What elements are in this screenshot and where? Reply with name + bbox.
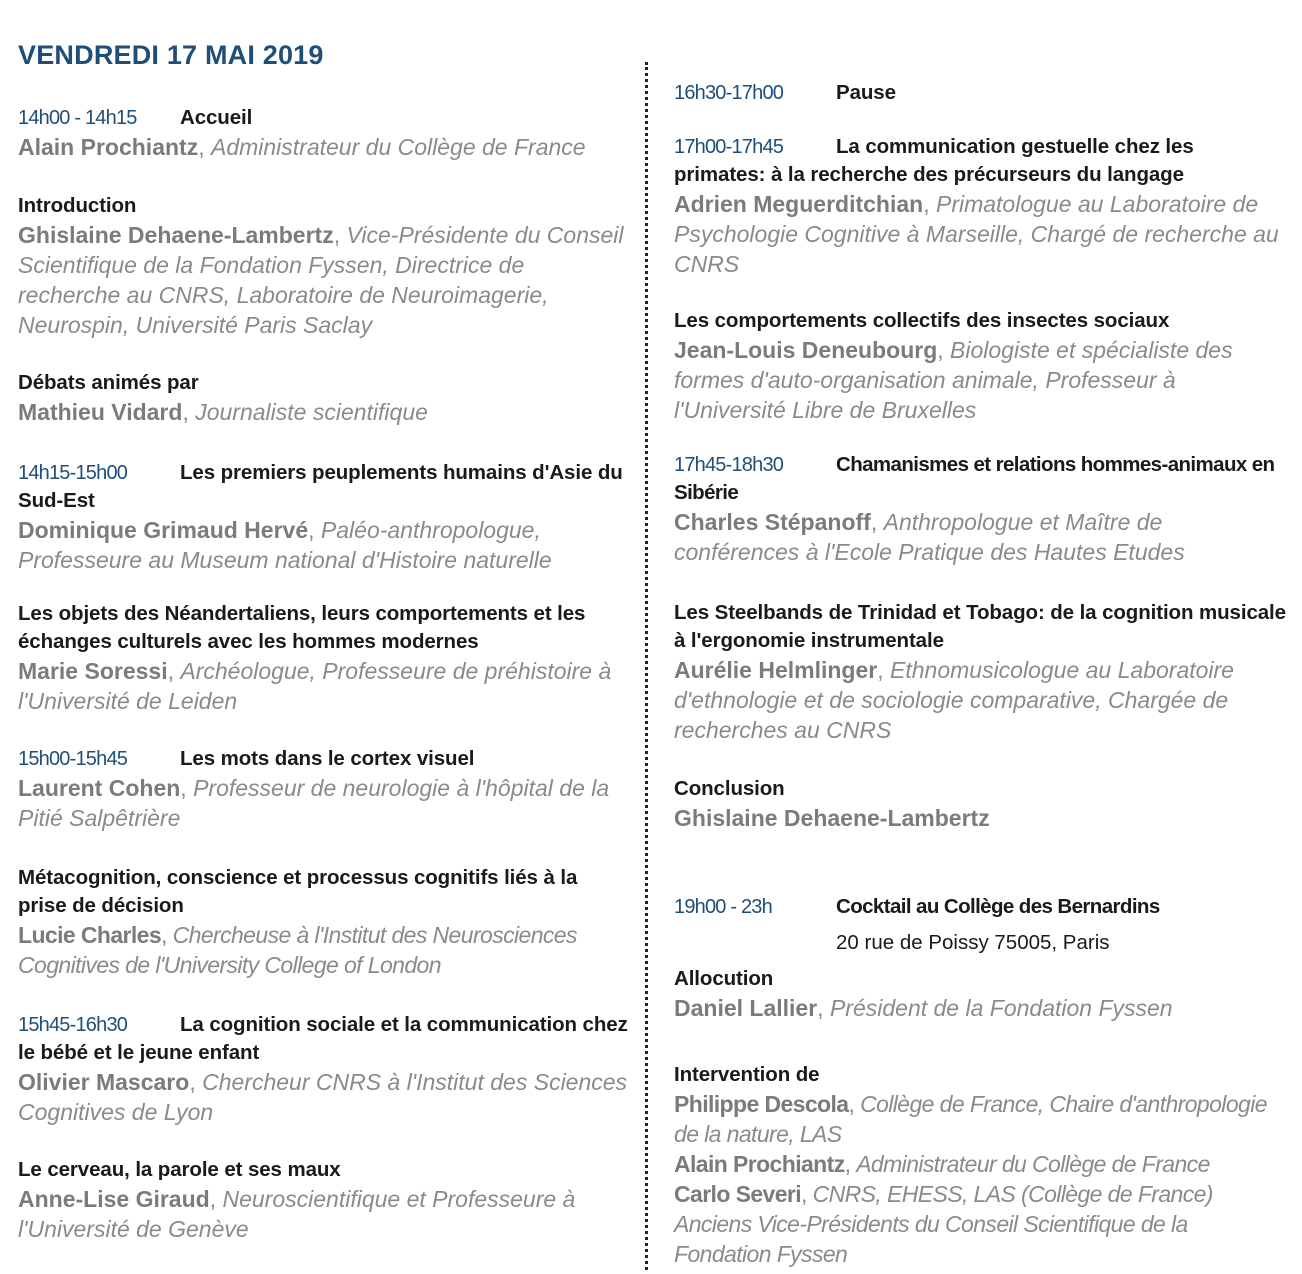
program-item (674, 775, 1286, 833)
item-title: Les premiers peuplements humains d'Asie du Sud-Est (18, 461, 623, 512)
page-title: VENDREDI 17 MAI 2019 (18, 40, 324, 70)
item-title: Intervention de (674, 1063, 820, 1086)
program-item: 17h00-17h45 La communication gestuelle chez les primates: à la recherche des précurseurs du langage Adrien Meguerditchian, Primatologue au Laboratoire de Psychologie Cognitive à Marseille, Chargé de recherche au CNRS (674, 135, 1279, 277)
speakers-note: Anciens Vice-Présidents du Conseil Scientifique de la Fondation Fyssen (674, 1211, 1188, 1267)
program-item: Allocution Daniel Lallier, Président de la Fondation Fyssen (674, 965, 1286, 1023)
speaker-name: Mathieu Vidard (18, 399, 183, 425)
program-item: Introduction Ghislaine Dehaene-Lambertz, Vice-Présidente du Conseil Scientifique de la Fondation Fyssen, Directrice de recherche au CNRS, Laboratoire de Neuroimagerie, Neurospin, Université Paris Saclay (18, 192, 630, 340)
item-title: Pause (836, 81, 896, 104)
item-title: Les Steelbands de Trinidad et Tobago: de la cognition musicale à l'ergonomie instrumentale (674, 601, 1286, 652)
program-item: 15h00-15h45 Les mots dans le cortex visuel Laurent Cohen, Professeur de neurologie à l'hôpital de la Pitié Salpêtrière (18, 747, 610, 831)
program-item: Les Steelbands de Trinidad et Tobago: de la cognition musicale à l'ergonomie instrumentale Aurélie Helmlinger, Ethnomusicologue au Laboratoire d'ethnologie et de sociologie comparative, Chargée de recherches au CNRS (674, 601, 1286, 743)
speaker-name: Olivier Mascaro (18, 1069, 190, 1095)
speaker-role: Primatologue au Laboratoire de Psychologie Cognitive à Marseille, Chargé de recherche au CNRS (674, 191, 1279, 277)
speaker-name: Laurent Cohen (18, 775, 181, 801)
speaker-role: Journaliste scientifique (195, 399, 428, 425)
program-item: Débats animés par Mathieu Vidard, Journaliste scientifique (18, 369, 630, 427)
speaker-role: CNRS, EHESS, LAS (Collège de France) (812, 1181, 1213, 1207)
speaker-role: Biologiste et spécialiste des formes d'auto-organisation animale, Professeur à l'Université Libre de Bruxelles (674, 337, 1233, 423)
item-title: Les comportements collectifs des insectes sociaux (674, 309, 1170, 332)
item-title: La cognition sociale et la communication chez le bébé et le jeune enfant (18, 1013, 628, 1064)
time-slot: 14h00 - 14h15 (18, 107, 137, 129)
item-title: Cocktail au Collège des Bernardins (836, 895, 1160, 918)
program-item: Intervention de Philippe Descola, Collège de France, Chaire d'anthropologie de la nature, LAS Alain Prochiantz, Administrateur du Collège de France Carlo Severi, CNRS, EHESS, LAS (Collège de France) Anciens Vice-Présidents du Conseil Scientifique de la Fondation Fyssen (674, 1061, 1286, 1269)
speaker-role: Président de la Fondation Fyssen (829, 995, 1173, 1021)
speaker-name: Ghislaine Dehaene-Lambertz (18, 222, 334, 248)
speaker-role: Paléo-anthropologue, Professeure au Museum national d'Histoire naturelle (18, 517, 552, 573)
speaker-role: Ethnomusicologue au Laboratoire d'ethnologie et de sociologie comparative, Chargée de recherches au CNRS (674, 657, 1234, 743)
item-title: Les mots dans le cortex visuel (180, 747, 475, 770)
speaker-name: Marie Soressi (18, 658, 168, 684)
time-slot: 19h00 - 23h (674, 896, 772, 918)
item-title: Introduction (18, 194, 137, 217)
speaker-name: Jean-Louis Deneubourg (674, 337, 938, 363)
program-item (674, 79, 1286, 107)
time-slot: 14h15-15h00 (18, 462, 128, 484)
item-title: Conclusion (674, 777, 785, 800)
speaker-role: Administrateur du Collège de France (856, 1151, 1210, 1177)
speaker-name: Lucie Charles (18, 922, 162, 948)
speaker-role: Archéologue, Professeure de préhistoire à l'Université de Leiden (18, 658, 612, 714)
item-title: Métacognition, conscience et processus cognitifs liés à la prise de décision (18, 866, 578, 917)
speaker-role: Vice-Présidente du Conseil Scientifique de la Fondation Fyssen, Directrice de recherche au CNRS, Laboratoire de Neuroimagerie, Neurospin, Université Paris Saclay (18, 222, 624, 338)
time-slot: 17h45-18h30 (674, 454, 784, 476)
speaker-name: Ghislaine Dehaene-Lambertz (674, 805, 990, 831)
program-item: 14h00 - 14h15 Accueil Alain Prochiantz, Administrateur du Collège de France (18, 106, 586, 160)
speaker-name: Charles Stépanoff (674, 509, 871, 535)
speaker-name: Aurélie Helmlinger (674, 657, 878, 683)
speaker-name: Alain Prochiantz (674, 1151, 845, 1177)
item-title: La communication gestuelle chez les primates: à la recherche des précurseurs du langage (674, 135, 1194, 186)
program-item: 17h45-18h30 Chamanismes et relations hommes-animaux en Sibérie Charles Stépanoff, Anthropologue et Maître de conférences à l'Ecole Pratique des Hautes Etudes (674, 453, 1275, 565)
program-item: Les comportements collectifs des insectes sociaux Jean-Louis Deneubourg, Biologiste et spécialiste des formes d'auto-organisation animale, Professeur à l'Université Libre de Bruxelles (674, 307, 1286, 425)
speaker-role: Chercheur CNRS à l'Institut des Sciences Cognitives de Lyon (18, 1069, 628, 1125)
program-item: Métacognition, conscience et processus cognitifs liés à la prise de décision Lucie Charles, Chercheuse à l'Institut des Neurosciences Cognitives de l'University College of London (18, 864, 630, 980)
speaker-name: Carlo Severi (674, 1181, 802, 1207)
speaker-role: Professeur de neurologie à l'hôpital de la Pitié Salpêtrière (18, 775, 610, 831)
item-title: Le cerveau, la parole et ses maux (18, 1158, 341, 1181)
item-title: Allocution (674, 967, 774, 990)
speaker-role: Chercheuse à l'Institut des Neurosciences Cognitives de l'University College of London (18, 922, 577, 978)
program-item: 15h45-16h30 La cognition sociale et la communication chez le bébé et le jeune enfant Olivier Mascaro, Chercheur CNRS à l'Institut des Sciences Cognitives de Lyon (18, 1013, 628, 1125)
speaker-role: Neuroscientifique et Professeure à l'Université de Genève (18, 1186, 576, 1242)
program-item: Les objets des Néandertaliens, leurs comportements et les échanges culturels avec les hommes modernes Marie Soressi, Archéologue, Professeure de préhistoire à l'Université de Leiden (18, 600, 630, 716)
time-slot: 15h00-15h45 (18, 748, 128, 770)
speaker-role: Anthropologue et Maître de conférences à l'Ecole Pratique des Hautes Etudes (674, 509, 1185, 565)
speaker-name: Alain Prochiantz (18, 134, 199, 160)
item-title: Chamanismes et relations hommes-animaux en Sibérie (674, 453, 1275, 504)
speaker-name: Anne-Lise Giraud (18, 1186, 210, 1212)
speaker-name: Philippe Descola (674, 1091, 849, 1117)
item-title: Accueil (180, 106, 253, 129)
time-slot: 15h45-16h30 (18, 1014, 128, 1036)
item-title: Débats animés par (18, 371, 199, 394)
time-slot: 16h30-17h00 (674, 82, 784, 104)
program-item: 14h15-15h00 Les premiers peuplements humains d'Asie du Sud-Est Dominique Grimaud Hervé, Paléo-anthropologue, Professeure au Museum national d'Histoire naturelle (18, 461, 623, 573)
item-title: Les objets des Néandertaliens, leurs comportements et les échanges culturels avec les hommes modernes (18, 602, 586, 653)
venue-address: 20 rue de Poissy 75005, Paris (836, 931, 1110, 954)
column-divider (645, 62, 648, 1270)
time-slot: 17h00-17h45 (674, 136, 784, 158)
speaker-name: Dominique Grimaud Hervé (18, 517, 309, 543)
speaker-name: Daniel Lallier (674, 995, 818, 1021)
program-item (674, 893, 1286, 957)
speaker-role: Collège de France, Chaire d'anthropologie de la nature, LAS (674, 1091, 1267, 1147)
speaker-role: Administrateur du Collège de France (210, 134, 586, 160)
program-item: Le cerveau, la parole et ses maux Anne-Lise Giraud, Neuroscientifique et Professeure à l'Université de Genève (18, 1156, 630, 1244)
speaker-name: Adrien Meguerditchian (674, 191, 924, 217)
